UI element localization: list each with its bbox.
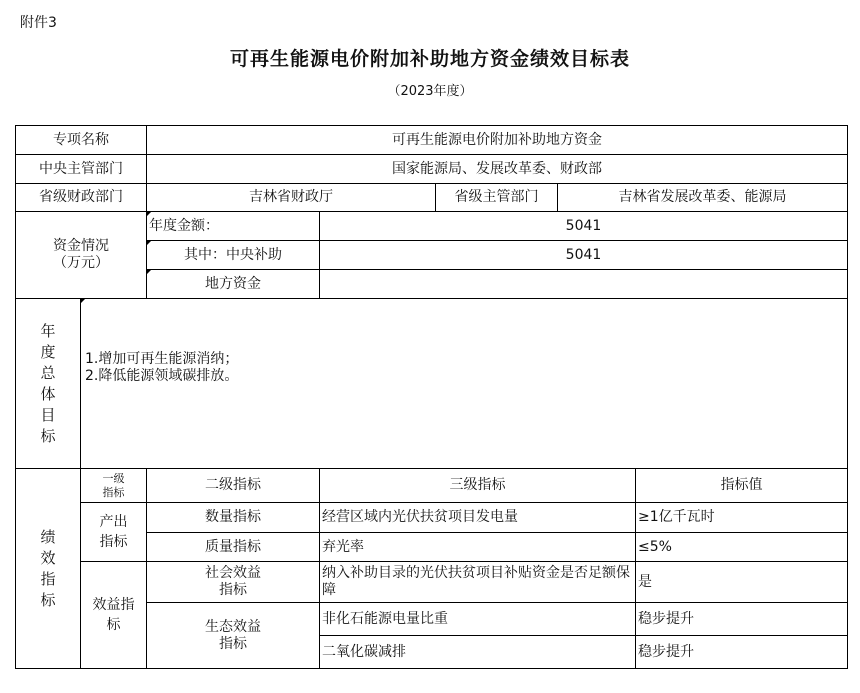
annual-goal-label [16, 299, 81, 469]
prov-finance-value: 吉林省财政厅 [147, 184, 436, 212]
indicators-label-text: 绩效指标 [40, 527, 56, 609]
col-level2-header: 二级指标 [147, 469, 320, 503]
indicator-level2: 质量指标 [147, 533, 320, 562]
benefit-indicator-label [81, 562, 147, 669]
central-subsidy-value: 5041 [320, 241, 848, 270]
prov-dept-value: 吉林省发展改革委、能源局 [558, 184, 848, 212]
performance-goal-table [15, 125, 848, 669]
indicator-level3: 非化石能源电量比重 [320, 603, 636, 636]
table-row [16, 184, 848, 212]
table-row [16, 503, 848, 533]
funds-label [16, 212, 147, 299]
indicator-level3: 弃光率 [320, 533, 636, 562]
col-level3-header: 三级指标 [320, 469, 636, 503]
funds-label-line2: （万元） [53, 255, 109, 271]
output-indicator-label [81, 503, 147, 562]
goal-line-2: 2.降低能源领域碳排放。 [85, 367, 239, 384]
indicator-value: 是 [636, 562, 848, 603]
indicator-value: 稳步提升 [636, 636, 848, 669]
central-subsidy-label: 其中：中央补助 [147, 241, 320, 270]
table-row [16, 212, 848, 241]
central-dept-label: 中央主管部门 [16, 155, 147, 184]
indicator-level3: 二氧化碳减排 [320, 636, 636, 669]
indicator-level2 [147, 603, 320, 669]
project-name-label: 专项名称 [16, 126, 147, 155]
indicators-label [16, 469, 81, 669]
year-subtitle: （2023年度） [387, 84, 473, 99]
indicator-level2-text: 社会效益指标 [205, 565, 261, 598]
project-name-value: 可再生能源电价附加补助地方资金 [147, 126, 848, 155]
annual-amount-value: 5041 [320, 212, 848, 241]
table-row [16, 299, 848, 469]
local-funds-value [320, 270, 848, 299]
prov-dept-label: 省级主管部门 [436, 184, 558, 212]
funds-label-line1: 资金情况 [53, 238, 109, 254]
goal-line-1: 1.增加可再生能源消纳； [85, 350, 239, 367]
attachment-label: 附件3 [20, 15, 57, 31]
col-level1-header [81, 469, 147, 503]
level1-header-text: 一级指标 [102, 471, 125, 499]
output-label-text: 产出指标 [99, 514, 128, 550]
prov-finance-label: 省级财政部门 [16, 184, 147, 212]
local-funds-label: 地方资金 [147, 270, 320, 299]
table-row [16, 155, 848, 184]
indicator-level2-text: 生态效益指标 [205, 618, 261, 652]
central-dept-value: 国家能源局、发展改革委、财政部 [147, 155, 848, 184]
benefit-label-text: 效益指标 [92, 597, 135, 633]
table-row [16, 469, 848, 503]
indicator-level3: 经营区域内光伏扶贫项目发电量 [320, 503, 636, 533]
col-value-header: 指标值 [636, 469, 848, 503]
indicator-value: ≥1亿千瓦时 [636, 503, 848, 533]
indicator-level2: 数量指标 [147, 503, 320, 533]
annual-goal-label-text: 年度总体目标 [40, 321, 56, 445]
indicator-value: ≤5% [636, 533, 848, 562]
indicator-level3: 纳入补助目录的光伏扶贫项目补贴资金是否足额保障 [320, 562, 636, 603]
table-row [16, 126, 848, 155]
annual-goal-content [81, 299, 848, 469]
indicator-value: 稳步提升 [636, 603, 848, 636]
table-row [16, 562, 848, 603]
indicator-level2 [147, 562, 320, 603]
page-title: 可再生能源电价附加补助地方资金绩效目标表 [229, 48, 630, 70]
annual-amount-label: 年度金额： [147, 212, 320, 241]
